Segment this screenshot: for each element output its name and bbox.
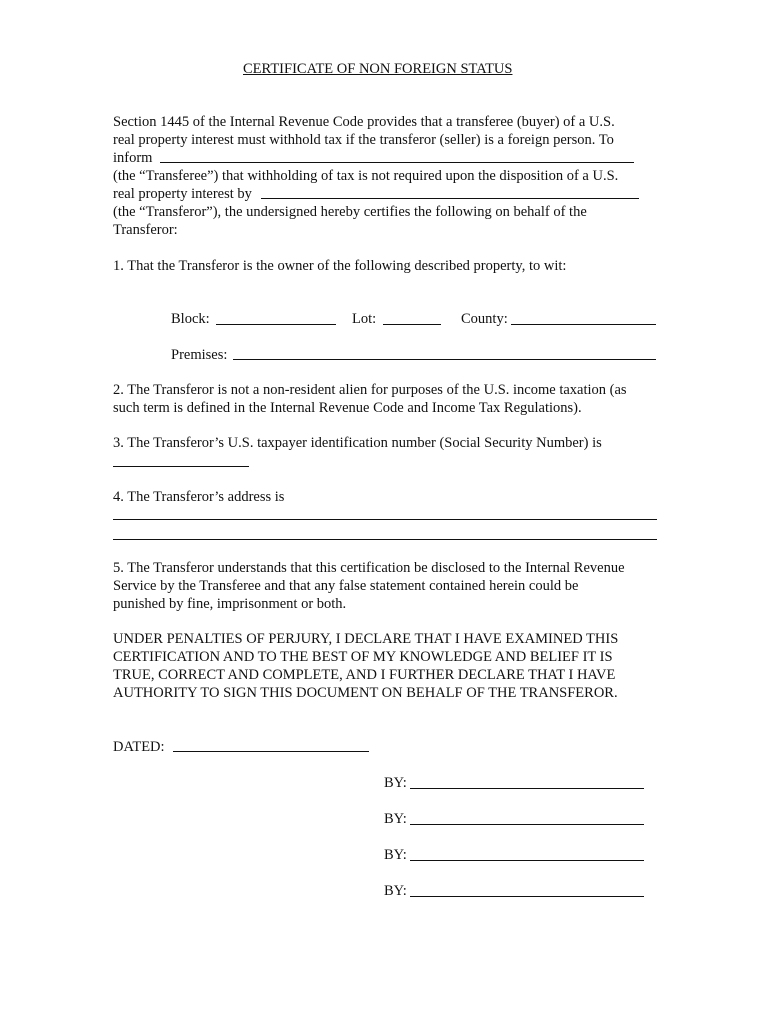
item-2-line-1: 2. The Transferor is not a non-resident alien for purposes of the U.S. income taxation (as [113, 382, 627, 398]
county-field[interactable] [513, 307, 654, 325]
county-label: County: [461, 311, 508, 327]
by-label-3: BY: [384, 847, 407, 863]
address-field-2[interactable] [115, 522, 655, 540]
intro-line-1: Section 1445 of the Internal Revenue Code provides that a transferee (buyer) of a U.S. [113, 114, 615, 130]
item-4-text: 4. The Transferor’s address is [113, 489, 285, 505]
ssn-field[interactable] [115, 449, 247, 467]
intro-line-5: real property interest by [113, 186, 252, 202]
lot-label: Lot: [352, 311, 377, 327]
premises-label: Premises: [171, 347, 228, 363]
item-5-line-3: punished by fine, imprisonment or both. [113, 596, 347, 612]
perjury-line-3: TRUE, CORRECT AND COMPLETE, AND I FURTHER DECLARE THAT I HAVE [113, 667, 616, 683]
transferee-name-field[interactable] [162, 146, 632, 164]
item-3-text: 3. The Transferor’s U.S. taxpayer identification number (Social Security Number) is [113, 435, 602, 451]
block-field[interactable] [218, 307, 334, 325]
by-label-4: BY: [384, 883, 407, 899]
intro-line-3: inform [113, 150, 153, 166]
signature-field-2[interactable] [412, 807, 642, 825]
perjury-line-4: AUTHORITY TO SIGN THIS DOCUMENT ON BEHALF OF THE TRANSFEROR. [113, 685, 618, 701]
lot-field[interactable] [385, 307, 439, 325]
by-label-1: BY: [384, 775, 407, 791]
dated-label: DATED: [113, 739, 165, 755]
item-2-line-2: such term is defined in the Internal Revenue Code and Income Tax Regulations). [113, 400, 582, 416]
item-1-text: 1. That the Transferor is the owner of the following described property, to wit: [113, 258, 567, 274]
intro-line-2: real property interest must withhold tax if the transferor (seller) is a foreign person. To [113, 132, 614, 148]
block-label: Block: [171, 311, 210, 327]
item-5-line-2: Service by the Transferee and that any false statement contained herein could be [113, 578, 579, 594]
by-label-2: BY: [384, 811, 407, 827]
premises-field[interactable] [235, 342, 654, 360]
signature-field-4[interactable] [412, 879, 642, 897]
signature-field-3[interactable] [412, 843, 642, 861]
transferor-name-field[interactable] [263, 182, 637, 200]
item-5-line-1: 5. The Transferor understands that this certification be disclosed to the Internal Revenue [113, 560, 625, 576]
intro-line-6: (the “Transferor”), the undersigned hereby certifies the following on behalf of the [113, 204, 587, 220]
intro-line-7: Transferor: [113, 222, 178, 238]
intro-line-4: (the “Transferee”) that withholding of tax is not required upon the disposition of a U.S. [113, 168, 619, 184]
perjury-line-2: CERTIFICATION AND TO THE BEST OF MY KNOWLEDGE AND BELIEF IT IS [113, 649, 613, 665]
perjury-line-1: UNDER PENALTIES OF PERJURY, I DECLARE THAT I HAVE EXAMINED THIS [113, 631, 619, 647]
signature-field-1[interactable] [412, 771, 642, 789]
document-title: CERTIFICATE OF NON FOREIGN STATUS [243, 61, 513, 77]
dated-field[interactable] [175, 734, 367, 752]
address-field-1[interactable] [115, 502, 655, 520]
